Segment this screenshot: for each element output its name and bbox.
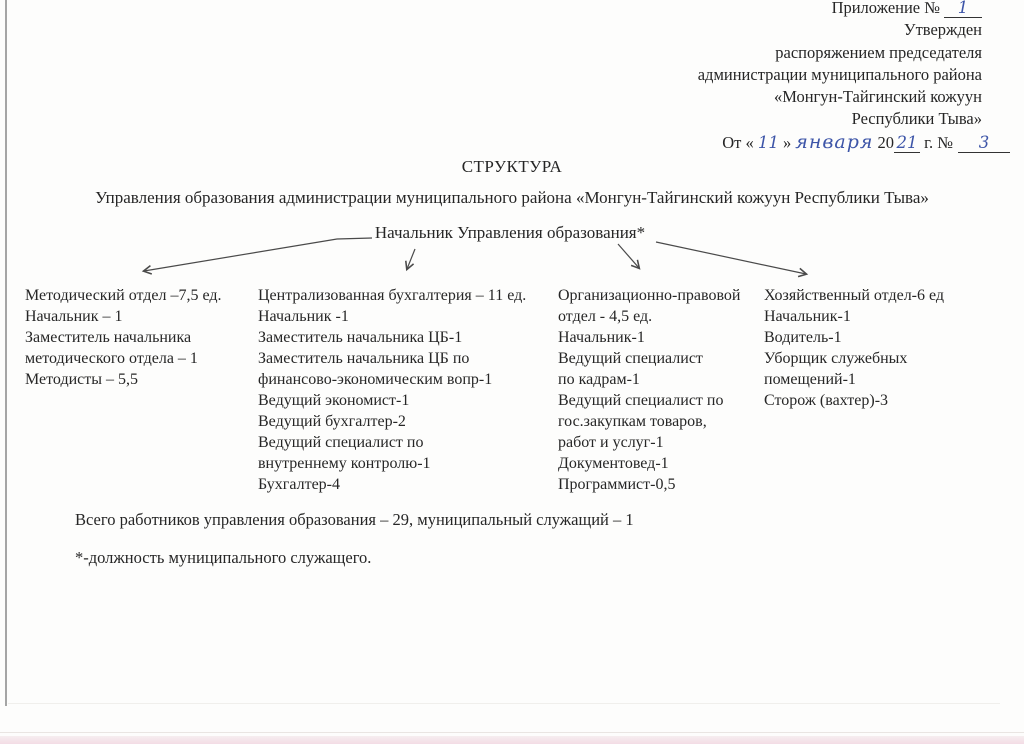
dept-line: Заместитель начальника ЦБ по [258,350,470,367]
scan-bottom-pink-strip [0,736,1024,744]
dept-line: Организационно-правовой [558,287,741,304]
dept-line: Начальник-1 [558,329,645,346]
dept-line: Централизованная бухгалтерия – 11 ед. [258,287,527,304]
approval-line: Утвержден [903,20,982,40]
date-close-quote: » [782,132,792,152]
dept-line: Сторож (вахтер)-3 [764,392,889,409]
date-month-handwritten: января [795,130,874,153]
dept-line: работ и услуг-1 [558,434,664,451]
date-year-handwritten: 21 [894,134,920,153]
date-number-handwritten: 3 [958,134,1010,153]
dept-line: Начальник – 1 [25,308,123,325]
dept-line: Ведущий специалист по [258,434,424,451]
page-subtitle: Управления образования администрации муниципального района «Монгун-Тайгинский кожуун Республики Тыва» [95,188,929,207]
dept-line: гос.закупкам товаров, [558,413,707,430]
dept-line: по кадрам-1 [558,371,640,388]
footnote-line: *-должность муниципального служащего. [75,548,372,567]
dept-line: Заместитель начальника ЦБ-1 [258,329,463,346]
date-line [580,131,1010,154]
dept-line: Ведущий специалист по [558,392,724,409]
dept-line: Бухгалтер-4 [258,476,340,493]
dept-column-legal [558,285,740,495]
dept-line: Уборщик служебных [764,350,908,367]
dept-line: Заместитель начальника [25,329,192,346]
dept-line: Начальник -1 [258,308,349,325]
date-prefix: От « [722,132,754,152]
date-day-handwritten: 11 [757,132,779,152]
dept-line: Хозяйственный отдел-6 ед [764,287,945,304]
approval-line: Республики Тыва» [851,109,982,129]
arrow-to-economic [656,242,806,274]
dept-line: финансово-экономическим вопр-1 [258,371,493,388]
page-title: СТРУКТУРА [461,157,563,176]
dept-line: Ведущий бухгалтер-2 [258,413,406,430]
dept-column-economic [764,285,944,411]
scan-fold-line [8,703,1000,704]
dept-line: Начальник-1 [764,308,851,325]
approval-stamp-block [580,0,1010,154]
date-middle: г. № [924,132,953,152]
org-root-node: Начальник Управления образования* [374,223,646,242]
appendix-number-handwritten: 1 [944,0,982,18]
approval-line: распоряжением председателя [775,42,982,62]
appendix-line [580,0,1010,19]
approval-line: «Монгун-Тайгинский кожуун [773,87,982,107]
dept-column-methodical [25,285,222,390]
dept-line: Методический отдел –7,5 ед. [25,287,222,304]
date-year-printed: 20 [877,132,894,152]
dept-line: помещений-1 [764,371,856,388]
arrow-to-legal [618,244,639,268]
appendix-prefix: Приложение № [831,0,940,17]
scan-edge-line [5,0,7,706]
approval-line: администрации муниципального района [697,64,982,84]
dept-line: отдел - 4,5 ед. [558,308,653,325]
dept-line: внутреннему контролю-1 [258,455,431,472]
dept-line: Ведущий специалист [558,350,703,367]
dept-line: методического отдела – 1 [25,350,198,367]
dept-line: Методисты – 5,5 [25,371,138,388]
dept-line: Программист-0,5 [558,476,676,493]
arrow-to-accounting [407,249,415,269]
dept-line: Ведущий экономист-1 [258,392,410,409]
scan-bottom-line [0,732,1024,733]
total-staff-line: Всего работников управления образования – 29, муниципальный служащий – 1 [75,510,634,529]
dept-line: Документовед-1 [558,455,669,472]
dept-line: Водитель-1 [764,329,842,346]
dept-column-accounting [258,285,526,495]
